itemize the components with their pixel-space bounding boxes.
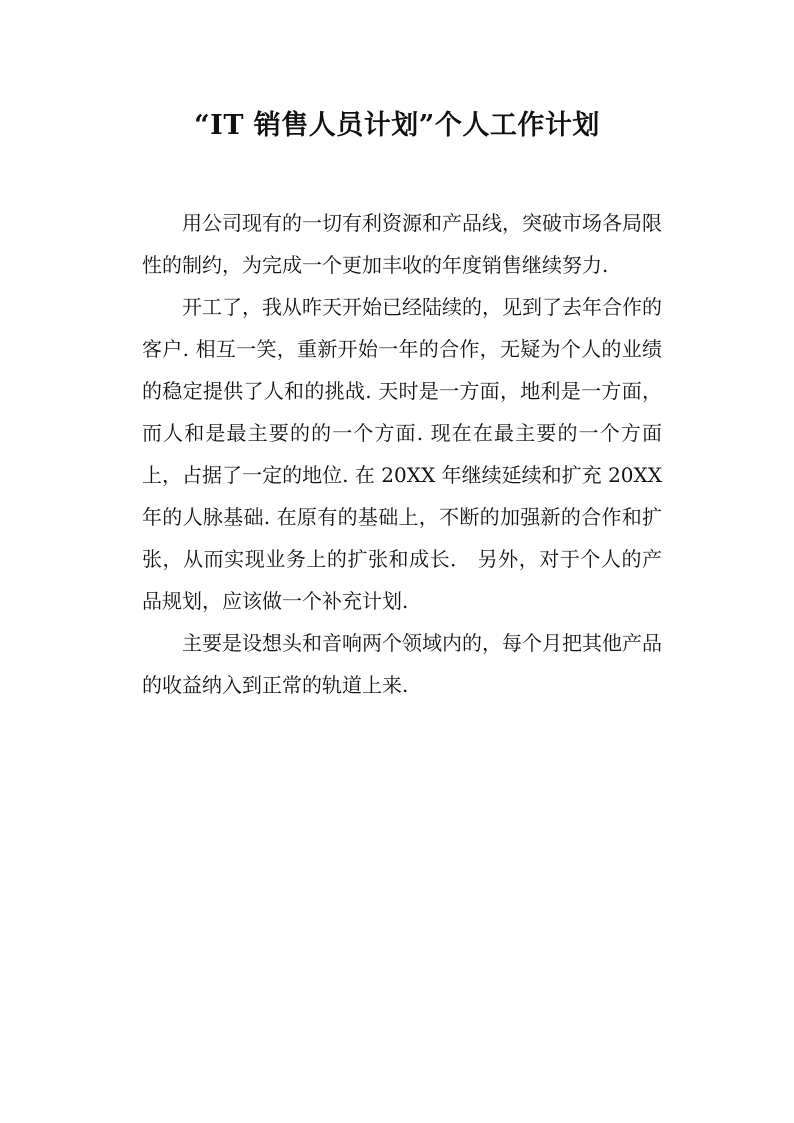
paragraph-3: 主要是设想头和音响两个领域内的，每个月把其他产品的收益纳入到正常的轨道上来. [142, 631, 662, 697]
document-title: “IT 销售人员计划”个人工作计划 [194, 110, 600, 141]
paragraph-2: 开工了，我从昨天开始已经陆续的，见到了去年合作的客户. 相互一笑，重新开始一年的合作，无疑为个人的业绩的稳定提供了人和的挑战. 天时是一方面，地利是一方面，而人和是最主要的的一个方面. 现在在最主要的一个方面上，占据了一定的地位. 在 20XX 年继续延续和扩充 20XX 年的人脉基础. 在原有的基础上，不断的加强新的合作和扩张，从而实现业务上的扩张和成长． 另外，对于个人的产品规划，应该做一个补充计划. [142, 295, 662, 613]
document-body [142, 202, 662, 706]
paragraph-1: 用公司现有的一切有利资源和产品线，突破市场各局限性的制约，为完成一个更加丰收的年度销售继续努力. [142, 211, 662, 277]
